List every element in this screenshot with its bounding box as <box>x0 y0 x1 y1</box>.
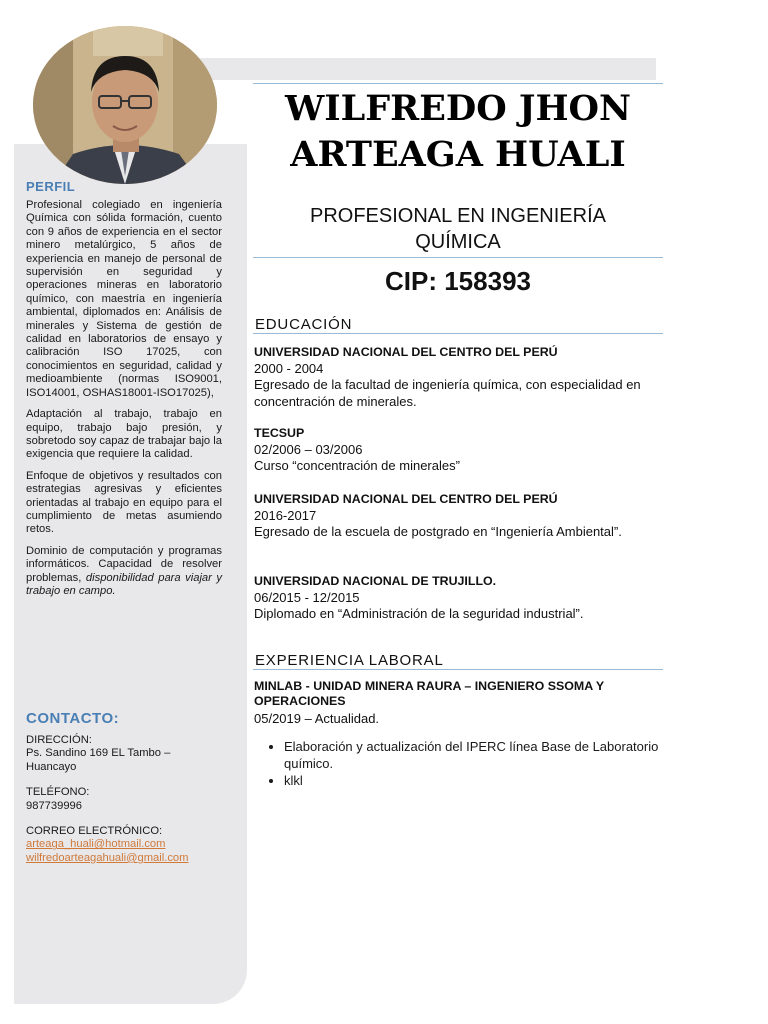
perfil-paragraph: Adaptación al trabajo, trabajo en equipo, trabajo bajo presión, y sobretodo soy capaz de trabajar bajo la exigencia que requiere la calidad. <box>26 408 222 461</box>
perfil-text <box>26 199 222 606</box>
perfil-paragraph: Enfoque de objetivos y resultados con estrategias agresivas y eficientes orientadas al trabajo en equipo para el cumplimiento de metas asumiendo retos. <box>26 469 222 536</box>
education-entry <box>254 491 659 541</box>
education-rule <box>253 333 663 334</box>
address-value: Ps. Sandino 169 EL Tambo – Huancayo <box>26 747 171 773</box>
candidate-name <box>253 86 663 178</box>
perfil-last-italic: disponibilidad para viajar y trabajo en campo. <box>26 571 223 597</box>
education-entry <box>254 344 659 410</box>
experience-heading: EXPERIENCIA LABORAL <box>255 652 444 669</box>
job-dates: 05/2019 – Actualidad. <box>254 711 380 726</box>
job-bullet: • Elaboración y actualización del IPERC línea Base de Laboratorio químico. <box>284 738 689 772</box>
profession-title <box>253 203 663 255</box>
profession-line: PROFESIONAL EN INGENIERÍA <box>310 205 606 227</box>
education-description: Curso “concentración de minerales” <box>254 458 460 473</box>
education-dates: 2016-2017 <box>254 507 317 523</box>
contact-heading: CONTACTO: <box>26 710 120 727</box>
education-description: Egresado de la facultad de ingeniería química, con especialidad en concentración de minerales. <box>254 377 641 409</box>
phone-value: 987739996 <box>26 799 82 812</box>
email-label: CORREO ELECTRÓNICO: <box>26 825 163 838</box>
education-dates: 02/2006 – 03/2006 <box>254 441 363 457</box>
institution-name: UNIVERSIDAD NACIONAL DEL CENTRO DEL PERÚ <box>254 345 558 359</box>
cip-number: CIP: 158393 <box>385 266 531 296</box>
email-link-gmail[interactable]: wilfredoarteagahuali@gmail.com <box>26 851 189 864</box>
profession-line: QUÍMICA <box>415 231 501 253</box>
header-rule <box>253 83 663 84</box>
education-dates: 2000 - 2004 <box>254 360 324 376</box>
institution-name: UNIVERSIDAD NACIONAL DEL CENTRO DEL PERÚ <box>254 492 558 506</box>
email-link-hotmail[interactable]: arteaga_huali@hotmail.com <box>26 838 166 851</box>
name-line: WILFREDO JHON <box>284 88 632 129</box>
education-entry <box>254 425 659 475</box>
job-title: MINLAB - UNIDAD MINERA RAURA – INGENIERO SSOMA Y OPERACIONES <box>254 679 604 708</box>
education-dates: 06/2015 - 12/2015 <box>254 589 360 605</box>
perfil-paragraph <box>26 545 222 599</box>
institution-name: TECSUP <box>254 426 305 440</box>
job-bullet: • klkl <box>284 772 689 789</box>
perfil-last-text: Dominio de computación y programas informáticos. Capacidad de resolver problemas, <box>26 544 222 584</box>
perfil-paragraph: Profesional colegiado en ingeniería Química con sólida formación, cuento con 9 años de experiencia en el sector minero metalúrgico, 5 años de experiencia en manejo de personal de supervisión en seguridad y operaciones mineras en laboratorio químico, con maestría en ingeniería ambiental, diplomados en: Análisis de minerales y Sistema de gestión de calidad en laboratorios de ensayo y calibración ISO 17025, con conocimientos en seguridad, calidad y medioambiente (normas ISO9001, ISO14001, OSHAS18001-ISO17025), <box>26 199 222 399</box>
job-bullets <box>254 738 689 789</box>
profile-photo <box>33 26 217 184</box>
education-entry <box>254 573 659 623</box>
experience-entry <box>254 679 659 728</box>
institution-name: UNIVERSIDAD NACIONAL DE TRUJILLO. <box>254 574 497 588</box>
name-line: ARTEAGA HUALI <box>290 134 626 175</box>
education-heading: EDUCACIÓN <box>255 316 353 333</box>
education-description: Diplomado en “Administración de la seguridad industrial”. <box>254 606 584 621</box>
address-label: DIRECCIÓN: <box>26 734 92 746</box>
education-description: Egresado de la escuela de postgrado en “Ingeniería Ambiental”. <box>254 524 622 539</box>
contact-block <box>26 734 222 865</box>
experience-rule <box>253 669 663 670</box>
profession-rule <box>253 257 663 258</box>
header-bar <box>190 58 656 80</box>
perfil-heading: PERFIL <box>26 179 76 194</box>
phone-label: TELÉFONO: <box>26 786 90 799</box>
